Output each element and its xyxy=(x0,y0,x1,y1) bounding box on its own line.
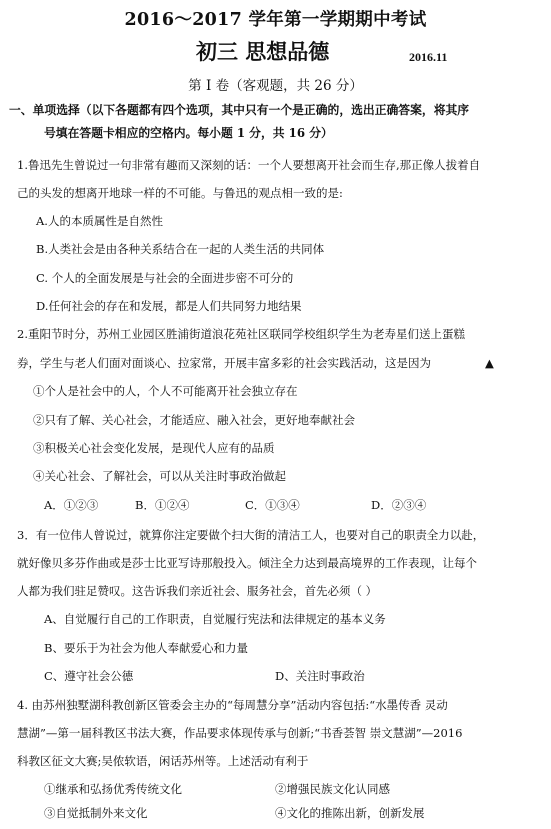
option-a: A、自觉履行自己的工作职责，自觉履行宪法和法律规定的基本义务 xyxy=(44,612,386,626)
statement: ④文化的推陈出新，创新发展 xyxy=(275,806,425,820)
question-stem: 就好像贝多芬作曲或是莎士比亚写诗那般投入。倾注全力达到最高境界的工作表现，让每个 xyxy=(17,556,477,570)
option-b: B．①②④ xyxy=(135,498,190,512)
section-instructions-line2: 号填在答题卡相应的空格内。每小题 1 分，共 16 分） xyxy=(44,126,333,140)
option-a: A.人的本质属性是自然性 xyxy=(36,214,163,228)
question-stem: 慧湖”—第一届科教区书法大赛，作品要求体现传承与创新;“书香荟智 崇文慧湖”—2016 xyxy=(17,726,463,740)
option-a: A．①②③ xyxy=(44,498,99,512)
option-b: B、要乐于为社会为他人奉献爱心和力量 xyxy=(44,641,248,655)
statement: ②增强民族文化认同感 xyxy=(275,782,390,796)
statement: ①个人是社会中的人，个人不可能离开社会独立存在 xyxy=(33,384,298,398)
option-b: B.人类社会是由各种关系结合在一起的人类生活的共同体 xyxy=(36,242,325,256)
option-c: C、遵守社会公德 xyxy=(44,669,134,683)
question-stem: 科教区征文大赛;吴侬软语，闲话苏州等。上述活动有利于 xyxy=(17,754,309,768)
statement: ③自觉抵制外来文化 xyxy=(44,806,148,820)
answer-marker-triangle: ▲ xyxy=(485,356,494,370)
section-instructions-line1: 一、单项选择（以下各题都有四个选项，其中只有一个是正确的，选出正确答案，将其序 xyxy=(9,103,470,117)
statement: ④关心社会、了解社会，可以从关注时事政治做起 xyxy=(33,469,286,483)
option-c: C．①③④ xyxy=(245,498,300,512)
option-c: C. 个人的全面发展是与社会的全面进步密不可分的 xyxy=(36,271,294,285)
exam-title: 2016～2017 学年第一学期期中考试 xyxy=(124,10,427,30)
statement: ③积极关心社会变化发展，是现代人应有的品质 xyxy=(33,441,275,455)
question-stem: 1.鲁迅先生曾说过一句非常有趣而又深刻的话：一个人要想离开社会而生存,那正像人拔着自 xyxy=(17,158,481,172)
statement: ②只有了解、关心社会，才能适应、融入社会，更好地奉献社会 xyxy=(33,413,355,427)
exam-subject: 初三 思想品德 xyxy=(196,39,330,64)
question-stem: 4. 由苏州独墅湖科教创新区管委会主办的“每周慧分享”活动内容包括:“水墨传香 灵动 xyxy=(17,698,448,712)
question-stem: 2.重阳节时分，苏州工业园区胜浦街道浪花苑社区联同学校组织学生为老寿星们送上蛋糕 xyxy=(17,327,465,341)
question-stem: 己的头发的想离开地球一样的不可能。与鲁迅的观点相一致的是: xyxy=(17,186,343,200)
option-d: D．②③④ xyxy=(371,498,427,512)
statement: ①继承和弘扬优秀传统文化 xyxy=(44,782,182,796)
question-stem: 券，学生与老人们面对面谈心、拉家常，开展丰富多彩的社会实践活动，这是因为 xyxy=(17,356,431,370)
exam-date: 2016.11 xyxy=(409,50,448,64)
option-d: D.任何社会的存在和发展，都是人们共同努力地结果 xyxy=(36,299,302,313)
option-d: D、关注时事政治 xyxy=(275,669,365,683)
part-heading: 第 I 卷（客观题，共 26 分） xyxy=(188,78,363,94)
question-stem: 人都为我们驻足赞叹。这告诉我们亲近社会、服务社会，首先必须（ ） xyxy=(17,584,378,598)
question-stem: 3．有一位伟人曾说过，就算你注定要做个扫大街的清洁工人，也要对自己的职责全力以赴， xyxy=(17,528,485,542)
